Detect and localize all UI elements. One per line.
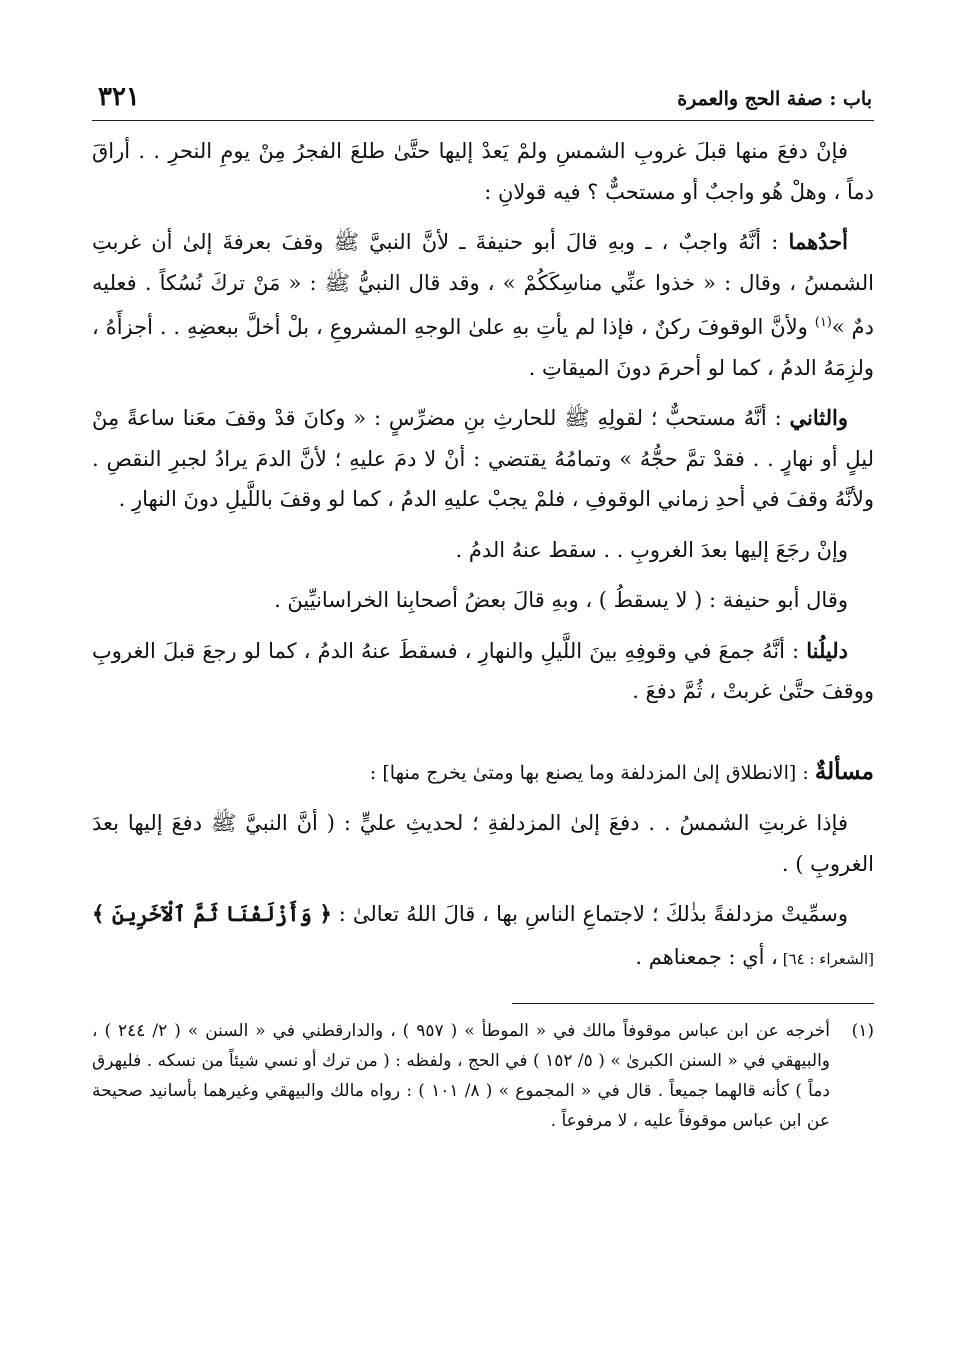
paragraph-text: : أنَّهُ جمعَ في وقوفِهِ بينَ اللَّيلِ والنهارِ ، فسقطَ عنهُ الدمُ ، كما لو رجعَ قبلَ الغروبِ ووقفَ حتَّىٰ غربتْ ، ثُمَّ دفعَ . [92, 638, 874, 703]
masala-label: مسألةٌ [814, 757, 874, 785]
masala-title: : [الانطلاق إلىٰ المزدلفة وما يصنع بها ومتىٰ يخرج منها] : [369, 761, 815, 784]
paragraph [92, 530, 874, 571]
paragraph [92, 894, 874, 979]
paragraph [92, 580, 874, 621]
section-gap [92, 722, 874, 752]
footnote-separator [512, 1003, 874, 1004]
lead-word: أحدُهما [788, 229, 848, 254]
running-title: باب : صفة الحج والعمرة [677, 88, 872, 110]
paragraph-text: ، أي : جمعناهم . [635, 944, 778, 969]
paragraph [92, 222, 874, 388]
paragraph [92, 803, 874, 884]
lead-word: دليلُنا [806, 637, 848, 663]
paragraph-text: ولأنَّ الوقوفَ ركنٌ ، فإذا لم يأتِ بهِ علىٰ الوجهِ المشروعِ ، بلْ أخلَّ ببعضِهِ . . أجزأَهُ ، ولزِمَهُ الدمُ ، كما لو أحرمَ دونَ الميقاتِ . [92, 315, 874, 380]
lead-word: والثاني [789, 405, 848, 430]
main-text [92, 121, 874, 979]
paragraph [92, 398, 874, 520]
paragraph-text: وإنْ رجَعَ إليها بعدَ الغروبِ . . سقط عنهُ الدمُ . [455, 537, 848, 562]
footnote [92, 1016, 874, 1136]
paragraph-text: فإنْ دفعَ منها قبلَ غروبِ الشمسِ ولمْ يَعدْ إليها حتَّىٰ طلعَ الفجرُ مِنْ يومِ النحرِ . . أراقَ دماً ، وهلْ هُو واجبٌ أو مستحبٌّ ؟ فيه قولانِ : [92, 139, 874, 204]
footnote-text: أخرجه عن ابن عباس موقوفاً مالك في « الموطأ » ( ٩٥٧ ) ، والدارقطني في « السنن » ( ٢/ ٢٤٤ ) ، والبيهقي في « السنن الكبرىٰ » ( ٥/ ١٥٢ ) في الحج ، ولفظه : ( من ترك أو نسي شيئاً من نسكه . فليهرق دماً ) كأنه قالهما جميعاً . قال في « المجموع » ( ٨/ ١٠١ ) : رواه مالك والبيهقي وغيرهما بأسانيد صحيحة عن ابن عباس موقوفاً عليه ، لا مرفوعاً . [92, 1021, 830, 1131]
paragraph-text: وقال أبو حنيفة : ( لا يسقطُ ) ، وبهِ قالَ بعضُ أصحابِنا الخراسانيِّينَ . [274, 588, 848, 612]
section-heading [92, 752, 874, 794]
paragraph-text: : أنَّهُ مستحبٌّ ؛ لقولِهِ ﷺ للحارثِ بنِ مضرِّسٍ : « وكانَ قدْ وقفَ معَنا ساعةً مِنْ ليلٍ أو نهارٍ . . فقدْ تمَّ حجُّهُ » وتمامُهُ يقتضي : أنْ لا دمَ عليهِ ؛ لأنَّ الدمَ يرادُ لجبرِ النقصِ . ولأنَّهُ وقفَ في أحدِ زماني الوقوفِ ، فلمْ يجبْ عليهِ الدمُ ، كما لو وقفَ باللَّيلِ دونَ النهارِ . [92, 406, 874, 511]
paragraph [92, 131, 874, 212]
paragraph [92, 631, 874, 712]
footnote-reference[interactable]: (١) [814, 315, 832, 330]
page-number: ٣٢١ [98, 82, 140, 112]
verse-citation: [الشعراء : ٦٤] [777, 949, 874, 968]
paragraph-text: فإذا غربتِ الشمسُ . . دفعَ إلىٰ المزدلفةِ ؛ لحديثِ عليٍّ : ( أنَّ النبيَّ ﷺ دفعَ إليها بعدَ الغروبِ ) . [92, 811, 874, 876]
quran-verse: ﴿ وَأَزْلَفْنَا ثَمَّ ٱلْآخَرِينَ ﴾ [92, 901, 332, 926]
book-page [92, 80, 874, 1330]
footnote-number: (١) [851, 1021, 874, 1041]
page-header [92, 80, 874, 121]
paragraph-text: وسمِّيتْ مزدلفةً بذٰلكَ ؛ لاجتماعِ الناسِ بها ، قالَ اللهُ تعالىٰ : [331, 902, 848, 926]
paragraph-text: : أنَّهُ واجبٌ ، ـ وبهِ قالَ أبو حنيفةَ ـ لأنَّ النبيَّ ﷺ وقفَ بعرفةَ إلىٰ أن غربتِ الشمسُ ، وقال : « خذوا عنِّي مناسِكَكُمْ » ، وقد قال النبيُّ ﷺ : « مَنْ تركَ نُسُكاً . فعليه دمٌ » [92, 230, 874, 339]
